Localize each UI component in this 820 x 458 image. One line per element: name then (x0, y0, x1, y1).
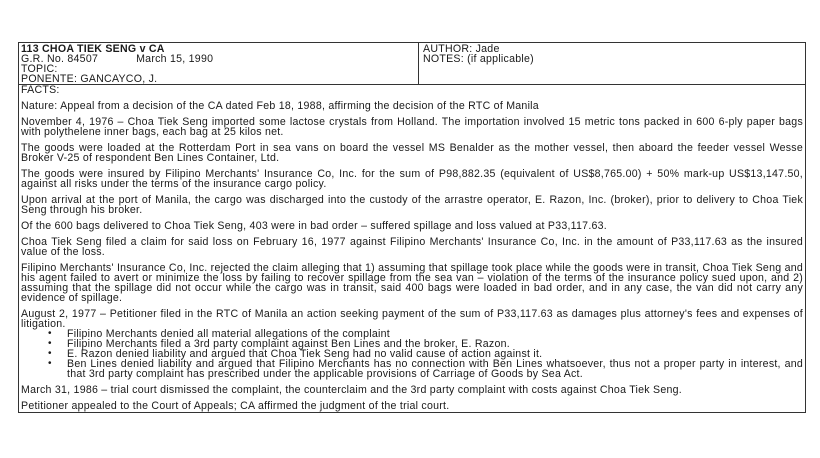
bullet-icon: • (48, 358, 52, 369)
paragraph-appeal: Petitioner appealed to the Court of Appeals; CA affirmed the judgment of the trial court. (21, 400, 450, 412)
author-label: AUTHOR: Jade (423, 43, 500, 55)
bullet-icon: • (48, 338, 52, 349)
list-item-text: Filipino Merchants filed a 3rd party complaint against Ben Lines and the broker, E. Razon. (67, 338, 510, 350)
list-item-text: Filipino Merchants denied all material allegations of the complaint (67, 328, 390, 340)
case-header-left (19, 43, 419, 84)
gr-line (21, 54, 416, 64)
paragraph-bad-order: Of the 600 bags delivered to Choa Tiek Seng, 403 were in bad order – suffered spillage and loss valued at P33,117.63. (21, 220, 607, 232)
ponente-label: PONENTE: GANCAYCO, J. (21, 73, 158, 85)
paragraph-trial-court: March 31, 1986 – trial court dismissed the complaint, the counterclaim and the 3rd party complaint with costs against Choa Tiek Seng. (21, 384, 682, 396)
paragraph-importation: November 4, 1976 – Choa Tiek Seng imported some lactose crystals from Holland. The importation involved 15 metric tons packed in 600 6-ply paper bags with polythelene inner bags, each bag at 25 kilos net. (21, 116, 803, 138)
paragraph-rejection: Filipino Merchants' Insurance Co, Inc. rejected the claim alleging that 1) assuming that spillage took place while the goods were in transit, Choa Tiek Seng and his agent failed to avert or minimize the loss by failing to recover spillage from the sea van – violation of the terms of the insurance policy sued upon, and 2) assuming that the spillage did not occur while the cargo was in transit, said 400 bags were loaded in bad order, and in any case, the van did not carry any evidence of spillage. (21, 262, 803, 304)
case-title: 113 CHOA TIEK SENG v CA (21, 43, 165, 55)
list-item (48, 358, 803, 380)
decision-date: March 15, 1990 (136, 53, 214, 65)
case-header (19, 43, 805, 85)
case-digest-document (18, 42, 806, 413)
facts-heading: FACTS: (21, 84, 60, 96)
paragraph-loading: The goods were loaded at the Rotterdam Port in sea vans on board the vessel MS Benalder as the mother vessel, then aboard the feeder vessel Wesse Broker V-25 of respondent Ben Lines Container, Ltd. (21, 142, 803, 164)
bullet-icon: • (48, 328, 52, 339)
paragraph-nature: Nature: Appeal from a decision of the CA dated Feb 18, 1988, affirming the decision of the RTC of Manila (21, 100, 539, 112)
paragraph-insurance: The goods were insured by Filipino Merchants' Insurance Co, Inc. for the sum of P98,882.35 (equivalent of US$8,765.00) + 50% mark-up US$13,147.50, against all risks under the terms of the insurance cargo policy. (21, 168, 803, 190)
answers-list (21, 329, 803, 379)
paragraph-claim: Choa Tiek Seng filed a claim for said loss on February 16, 1977 against Filipino Merchants' Insurance Co, Inc. in the amount of P33,117.63 as the insured value of the loss. (21, 236, 803, 258)
facts-body (19, 101, 805, 412)
case-header-right (419, 43, 805, 84)
bullet-icon: • (48, 348, 52, 359)
paragraph-rtc-action: August 2, 1977 – Petitioner filed in the RTC of Manila an action seeking payment of the sum of P33,117.63 as damages plus attorney's fees and expenses of litigation. (21, 308, 803, 330)
list-item-text: Ben Lines denied liability and argued that Filipino Merchants has no connection with Ben Lines whatsoever, thus not a proper party in interest, and that 3rd party complaint has prescribed under the applicable provisions of Carriage of Goods by Sea Act. (67, 358, 803, 380)
gr-number: G.R. No. 84507 (21, 53, 99, 65)
topic-label: TOPIC: (21, 63, 58, 75)
list-item-text: E. Razon denied liability and argued that Choa Tiek Seng had no valid cause of action against it. (67, 348, 543, 360)
notes-label: NOTES: (if applicable) (423, 53, 534, 65)
paragraph-arrival: Upon arrival at the port of Manila, the cargo was discharged into the custody of the arrastre operator, E. Razon, Inc. (broker), prior to delivery to Choa Tiek Seng through his broker. (21, 194, 803, 216)
